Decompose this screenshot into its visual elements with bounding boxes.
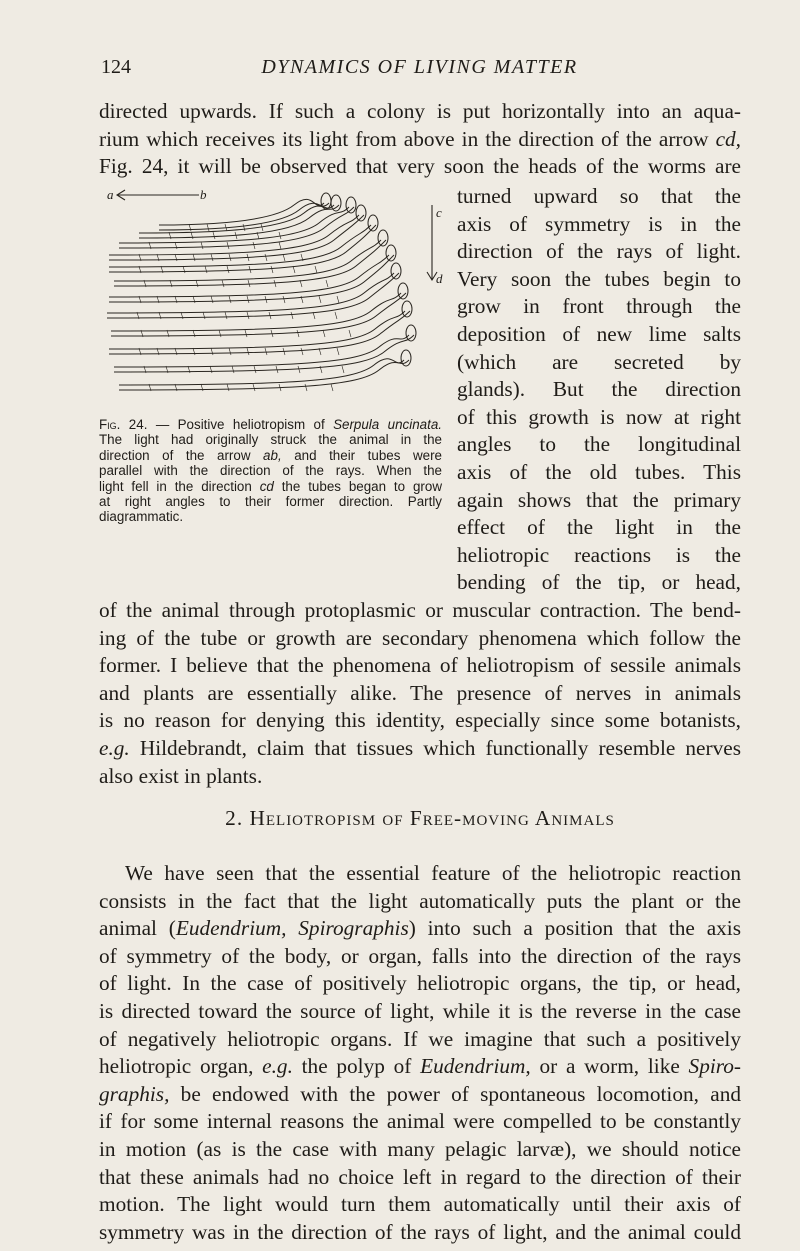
tube-ring: [222, 280, 224, 287]
tube-ring: [227, 384, 229, 391]
section-heading: [99, 806, 741, 831]
tube-ring: [342, 366, 344, 373]
text-line: deposition of new lime salts: [457, 321, 741, 346]
text-line: is no reason for denying this identity, especially since some botanists,: [99, 708, 741, 733]
caption-line: direction of the arrow ab, and their tubes were: [99, 447, 442, 463]
running-head: [101, 56, 738, 86]
tube-ring: [247, 296, 249, 303]
tube-ring: [274, 280, 276, 287]
worm-tube: [109, 255, 389, 297]
tube-ring: [305, 384, 307, 391]
tube-ring: [337, 296, 339, 303]
tube-ring: [301, 348, 303, 355]
worm-tube-illustration: [99, 185, 449, 415]
text-line: (which are secreted by: [457, 349, 741, 374]
tube-ring: [335, 312, 337, 319]
tube-ring: [245, 330, 247, 337]
worm-tube: [159, 199, 324, 225]
caption-line: at right angles to their former direction. Partly: [99, 494, 442, 510]
paragraph-bottom: [99, 860, 741, 1246]
worm-head: [402, 301, 412, 317]
figure-serpula-tubes: [99, 185, 449, 415]
label-a: a: [107, 187, 114, 202]
worm-head: [398, 283, 408, 299]
caption-label: Fig.: [99, 417, 121, 432]
worm-head: [391, 263, 401, 279]
tube-ring: [349, 330, 351, 337]
tube-ring: [211, 348, 213, 355]
text-line: animal (Eudendrium, Spirographis) into such a position that the axis: [99, 916, 741, 941]
text-line: axis of the old tubes. This: [457, 459, 741, 484]
label-d: d: [436, 271, 443, 286]
section-title: Heliotropism of Free-moving Animals: [249, 806, 615, 830]
tube-ring: [225, 312, 227, 319]
text-line: motion. The light would turn them automatically until their axis of: [99, 1192, 741, 1217]
tube-ring: [298, 366, 300, 373]
worm-tube: [139, 205, 334, 233]
tube-ring: [247, 348, 249, 355]
tube-ring: [297, 330, 299, 337]
text-line: effect of the light in the: [457, 515, 741, 540]
label-c: c: [436, 205, 442, 220]
text-line: direction of the rays of light.: [457, 239, 741, 264]
label-b: b: [200, 187, 207, 202]
worm-head: [331, 195, 341, 211]
tube-ring: [337, 348, 339, 355]
caption-line: The light had originally struck the animal in the: [99, 432, 442, 448]
tube-ring: [247, 312, 249, 319]
text-line: graphis, be endowed with the power of spontaneous locomotion, and: [99, 1081, 741, 1106]
tube-ring: [229, 348, 231, 355]
text-line: if for some internal reasons the animal were compelled to be constantly: [99, 1109, 741, 1134]
text-line: is directed toward the source of light, while it is the reverse in the case: [99, 998, 741, 1023]
tube-ring: [227, 242, 229, 249]
text-line: heliotropic organ, e.g. the polyp of Eudendrium, or a worm, like Spiro-: [99, 1054, 741, 1079]
text-line: glands). But the direction: [457, 377, 741, 402]
text-line: in motion (as is the case with many pelagic larvæ), we should notice: [99, 1136, 741, 1161]
tube-ring: [227, 266, 229, 273]
section-number: 2.: [225, 806, 244, 830]
tube-ring: [205, 266, 207, 273]
text-line: ing of the tube or growth are secondary phenomena which follow the: [99, 625, 741, 650]
tube-ring: [326, 280, 328, 287]
tube-ring: [331, 384, 333, 391]
tube-ring: [293, 266, 295, 273]
tube-ring: [193, 254, 195, 261]
tube-ring: [219, 330, 221, 337]
text-line: Very soon the tubes begin to: [457, 266, 741, 291]
tube-ring: [254, 366, 256, 373]
tube-ring: [201, 242, 203, 249]
text-line: We have seen that the essential feature of the heliotropic reaction: [125, 861, 741, 885]
tube-ring: [191, 232, 193, 239]
text-line: that these animals had no choice left in regard to the direction of their: [99, 1164, 741, 1189]
paragraph-top-intro: [99, 98, 741, 181]
worm-tube: [114, 335, 409, 367]
worm-head: [356, 205, 366, 221]
text-line: directed upwards. If such a colony is put horizontally into an aqua-: [99, 99, 741, 123]
tube-ring: [315, 266, 317, 273]
paragraph-top-wrap: [457, 183, 741, 597]
tube-ring: [229, 296, 231, 303]
caption-line: diagrammatic.: [99, 509, 184, 525]
caption-line: parallel with the direction of the rays. When the: [99, 463, 442, 479]
text-line: also exist in plants.: [99, 763, 263, 788]
worm-head: [401, 350, 411, 366]
tube-ring: [232, 366, 234, 373]
page-number: 124: [101, 56, 131, 78]
text-line: heliotropic reactions is the: [457, 542, 741, 567]
text-line: axis of symmetry is in the: [457, 211, 741, 236]
tube-ring: [279, 242, 281, 249]
caption-line: light fell in the direction cd the tubes began to grow: [99, 478, 442, 494]
tube-ring: [253, 242, 255, 249]
tube-ring: [203, 312, 205, 319]
tube-ring: [211, 254, 213, 261]
tube-ring: [248, 280, 250, 287]
text-line: bending of the tip, or head,: [457, 570, 741, 595]
tube-ring: [243, 224, 245, 231]
text-line: symmetry was in the direction of the rays of light, and the animal could: [99, 1219, 741, 1244]
running-title: DYNAMICS OF LIVING MATTER: [261, 56, 578, 78]
tube-ring: [323, 330, 325, 337]
text-line: of light. In the case of positively heliotropic organs, the tip, or head,: [99, 971, 741, 996]
text-line: of this growth is now at right: [457, 404, 741, 429]
tube-ring: [271, 266, 273, 273]
figure-caption: [99, 417, 442, 525]
worm-tube: [159, 203, 329, 230]
tube-ring: [210, 366, 212, 373]
worm-tube: [114, 240, 381, 281]
tube-ring: [265, 348, 267, 355]
tube-ring: [265, 254, 267, 261]
worm-tube: [119, 360, 409, 390]
tube-ring: [283, 254, 285, 261]
worm-head: [346, 197, 356, 213]
text-line: of negatively heliotropic organs. If we imagine that such a positively: [99, 1026, 741, 1051]
tube-ring: [213, 232, 215, 239]
tube-ring: [253, 384, 255, 391]
text-line: of the animal through protoplasmic or muscular contraction. The bend-: [99, 598, 741, 622]
tube-ring: [291, 312, 293, 319]
tube-ring: [196, 280, 198, 287]
worm-tube: [111, 293, 401, 331]
text-line: grow in front through the: [457, 294, 741, 319]
text-line: Fig. 24, it will be observed that very soon the heads of the worms are: [99, 154, 741, 179]
tube-ring: [229, 254, 231, 261]
tube-ring: [211, 296, 213, 303]
text-line: e.g. Hildebrandt, claim that tissues which functionally resemble nerves: [99, 735, 741, 760]
text-line: rium which receives its light from above in the direction of the arrow cd,: [99, 126, 741, 151]
text-line: turned upward so that the: [457, 184, 741, 208]
text-line: consists in the fact that the light automatically puts the plant or the: [99, 888, 741, 913]
caption-line: Fig. 24. — Positive heliotropism of Serpula uncinata.: [99, 417, 442, 432]
worm-head: [406, 325, 416, 341]
worm-tube: [119, 207, 354, 248]
text-line: again shows that the primary: [457, 487, 741, 512]
text-line: of symmetry of the body, or organ, falls into the direction of the rays: [99, 943, 741, 968]
tube-ring: [319, 296, 321, 303]
tube-ring: [207, 224, 209, 231]
paragraph-top-end: [99, 597, 741, 790]
tube-bundle: [107, 193, 416, 391]
text-line: and plants are essentially alike. The presence of nerves in animals: [99, 680, 741, 705]
text-line: former. I believe that the phenomena of heliotropism of sessile animals: [99, 653, 741, 678]
text-line: angles to the longitudinal: [457, 432, 741, 457]
tube-ring: [283, 296, 285, 303]
